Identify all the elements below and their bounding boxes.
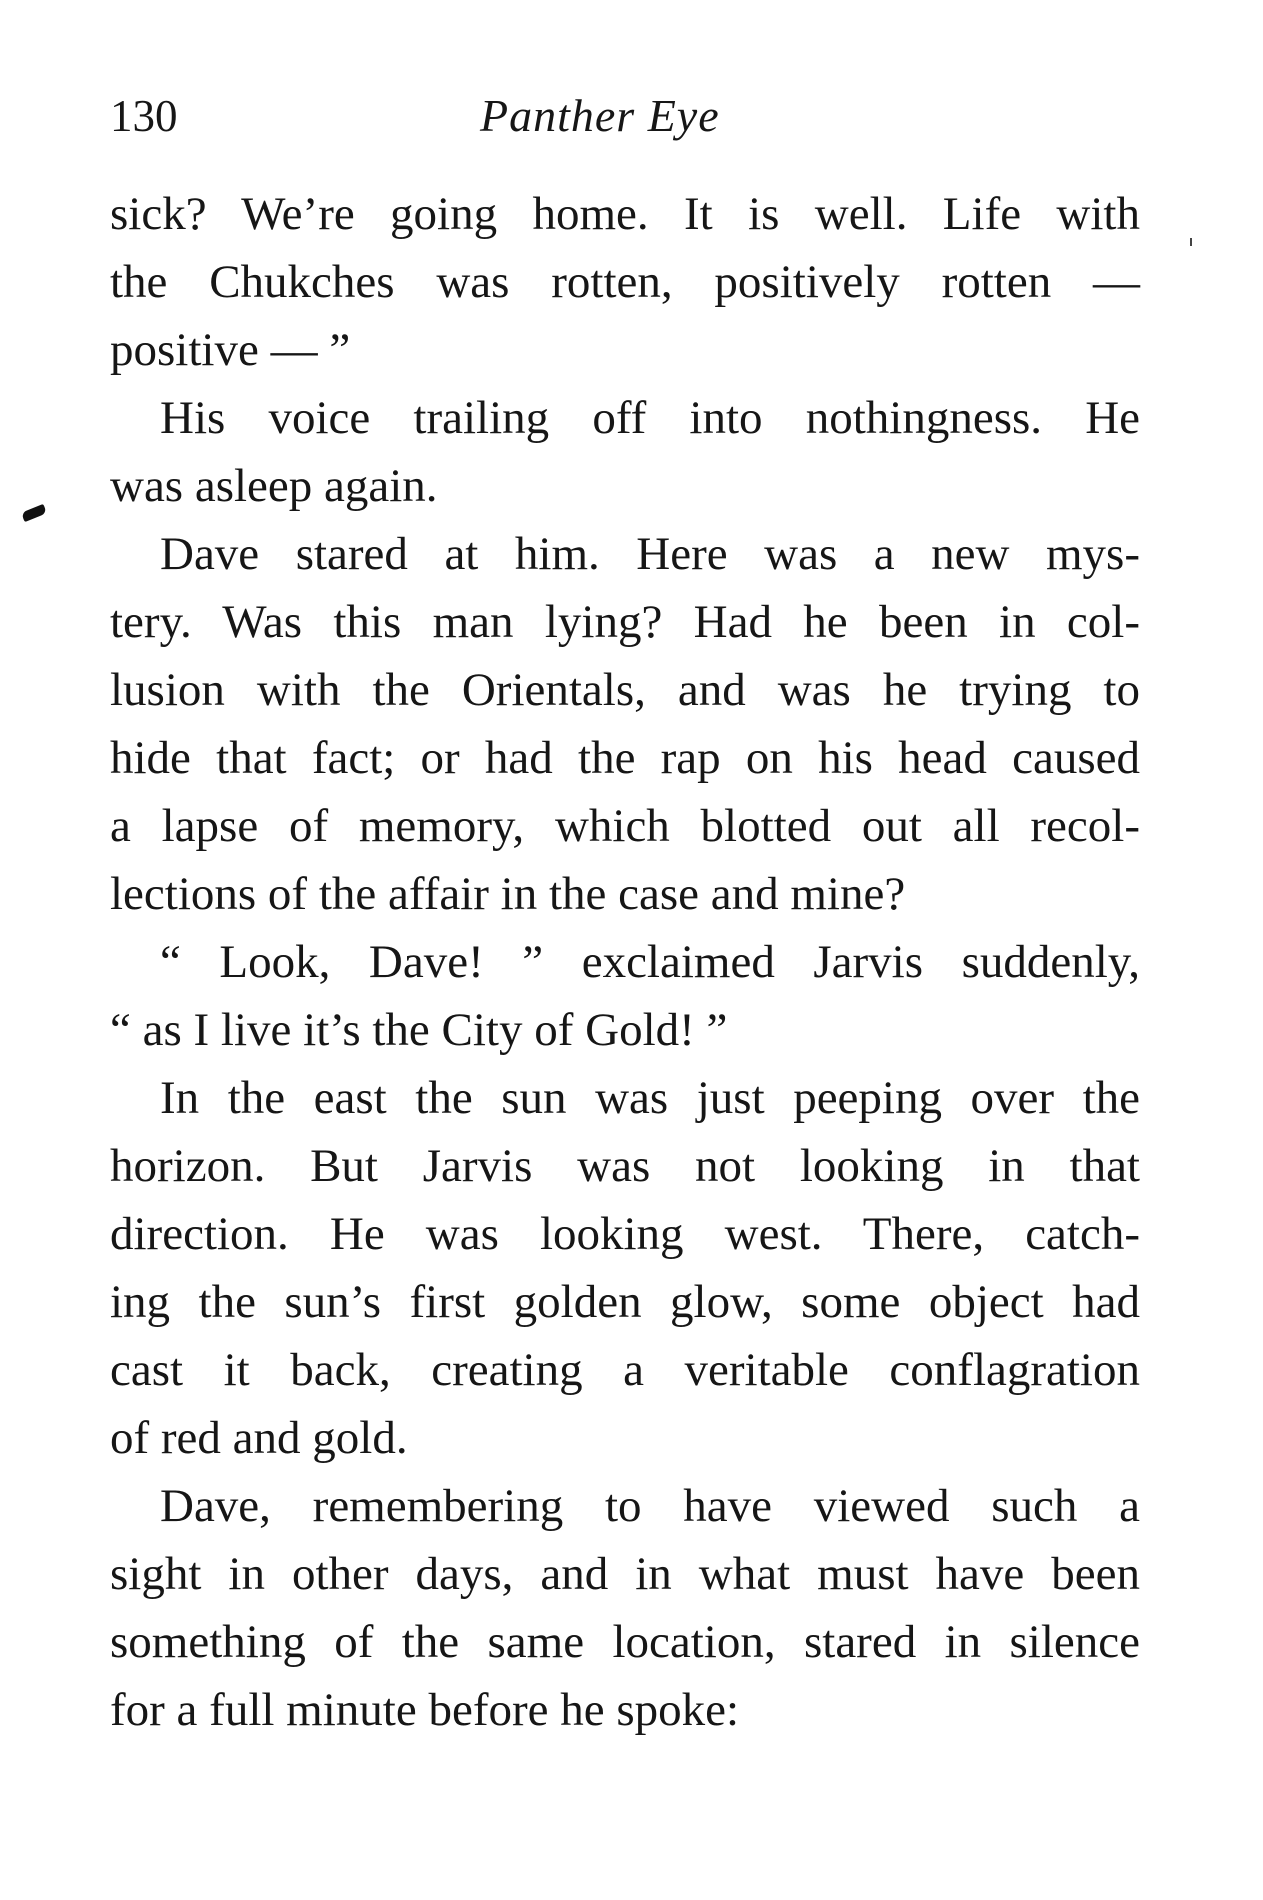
- page-number: 130: [110, 91, 178, 141]
- body-text: [110, 180, 1140, 1744]
- running-head: [110, 86, 1140, 146]
- text-line: In the east the sun was just peeping over the: [160, 1072, 1140, 1124]
- text-line: lusion with the Orientals, and was he trying to: [110, 664, 1140, 716]
- text-line: direction. He was looking west. There, catch-: [110, 1208, 1140, 1260]
- ink-mark: [21, 504, 47, 522]
- text-line: of red and gold.: [110, 1412, 408, 1464]
- text-line: ing the sun’s first golden glow, some object had: [110, 1276, 1140, 1328]
- text-line: the Chukches was rotten, positively rotten —: [110, 256, 1140, 308]
- text-line: horizon. But Jarvis was not looking in that: [110, 1140, 1140, 1192]
- text-line: “ Look, Dave! ” exclaimed Jarvis suddenly,: [160, 936, 1140, 988]
- text-line: positive — ”: [110, 324, 351, 376]
- text-line: His voice trailing off into nothingness. He: [160, 392, 1140, 444]
- text-line: tery. Was this man lying? Had he been in col-: [110, 596, 1140, 648]
- text-line: hide that fact; or had the rap on his head caused: [110, 732, 1140, 784]
- text-line: Dave stared at him. Here was a new mys-: [160, 528, 1140, 580]
- text-line: “ as I live it’s the City of Gold! ”: [110, 1004, 728, 1056]
- text-line: Dave, remembering to have viewed such a: [160, 1480, 1140, 1532]
- text-line: sight in other days, and in what must have been: [110, 1548, 1140, 1600]
- text-line: something of the same location, stared in silence: [110, 1616, 1140, 1668]
- text-line: for a full minute before he spoke:: [110, 1684, 740, 1736]
- text-line: cast it back, creating a veritable conflagration: [110, 1344, 1140, 1396]
- text-line: was asleep again.: [110, 460, 438, 512]
- running-title: Panther Eye: [480, 90, 720, 141]
- text-line: a lapse of memory, which blotted out all recol-: [110, 800, 1140, 852]
- text-line: lections of the affair in the case and mine?: [110, 868, 906, 920]
- text-line: sick? We’re going home. It is well. Life with: [110, 188, 1140, 240]
- paper-speck: [1190, 238, 1192, 246]
